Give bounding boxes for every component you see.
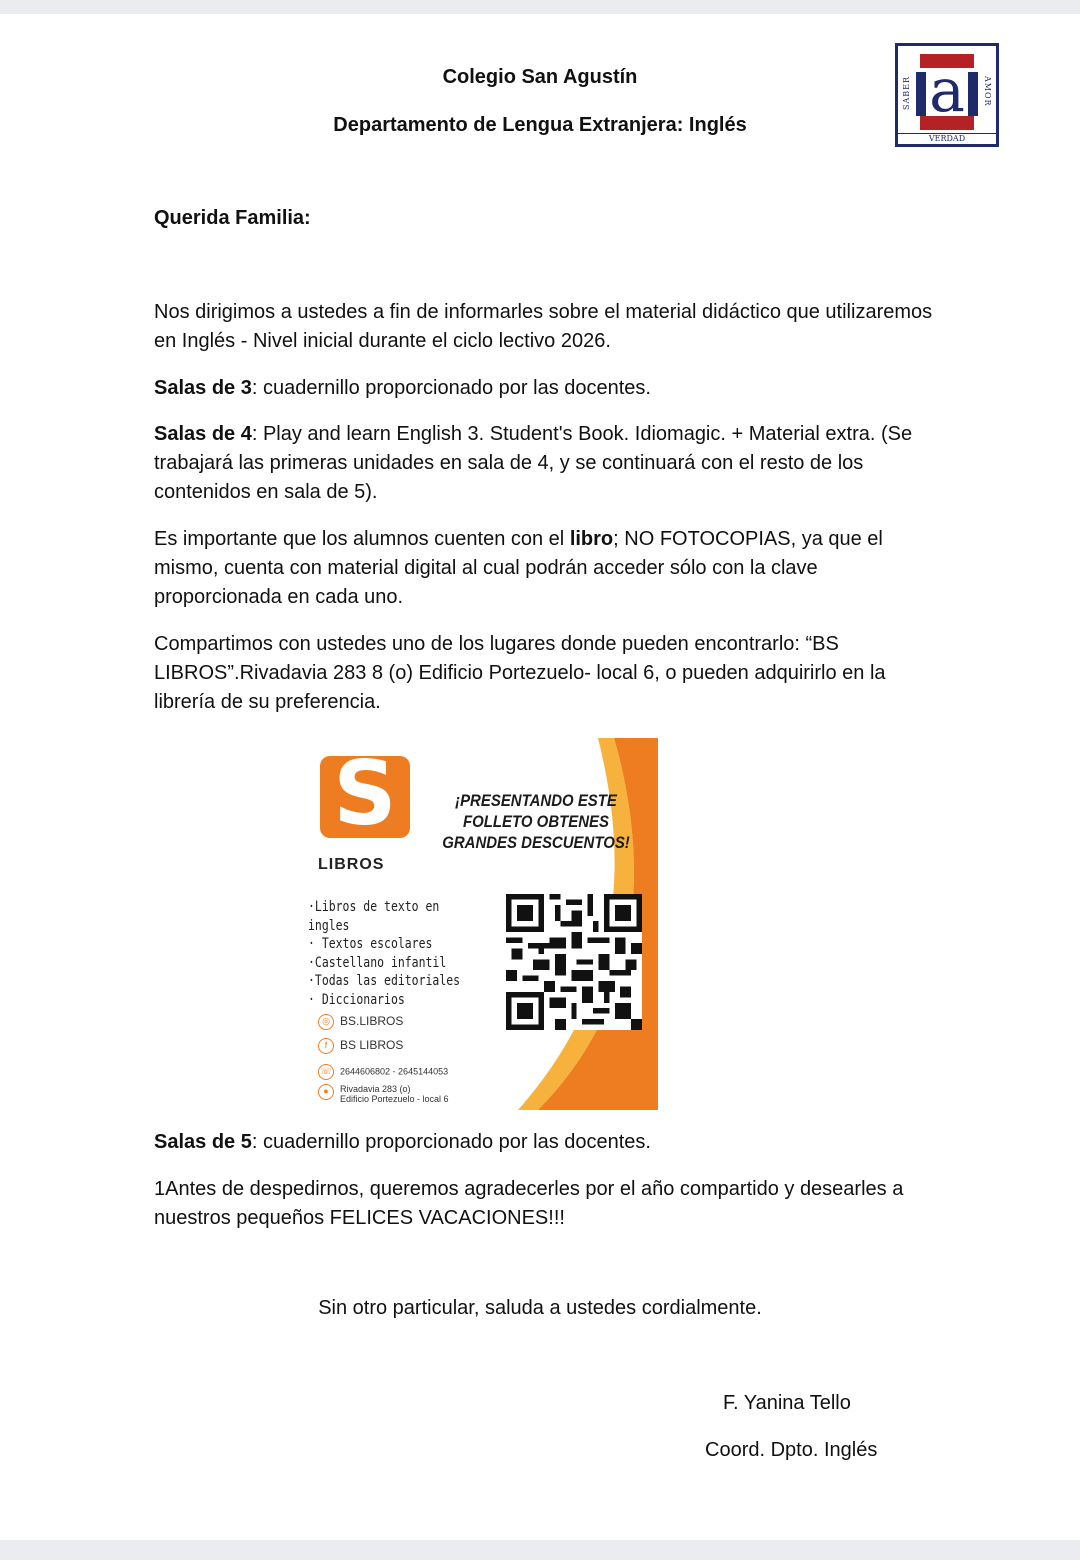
whatsapp-icon: ☏: [318, 1064, 334, 1080]
logo-word-saber: SABER: [902, 76, 911, 110]
school-name: Colegio San Agustín: [442, 66, 638, 88]
instagram-icon: ◎: [318, 1014, 334, 1030]
flyer-facebook: [318, 1038, 508, 1054]
sala-3-text: : cuadernillo proporcionado por las docentes.: [251, 377, 651, 399]
department-name: Departamento de Lengua Extranjera: Inglés: [333, 114, 747, 136]
address-line: Rivadavia 283 (o): [340, 1084, 411, 1094]
farewell-paragraph: 1Antes de despedirnos, queremos agradecerles por el año compartido y desearles a nuestros pequeños FELICES VACACIONES!!!: [154, 1178, 904, 1229]
share-paragraph: Compartimos con ustedes uno de los lugares donde pueden encontrarlo: “BS LIBROS”.Rivadavia 283 8 (o) Edificio Portezuelo- local 6, o pueden adquirirlo en la librería de su preferencia.: [154, 633, 886, 713]
intro-paragraph: Nos dirigimos a ustedes a fin de informarles sobre el material didáctico que utilizaremos en Inglés - Nivel inicial durante el ciclo lectivo 2026.: [154, 301, 933, 352]
logo-letter: a: [929, 56, 965, 126]
sala-5-text: : cuadernillo proporcionado por las docentes.: [251, 1131, 651, 1153]
flyer-instagram: [318, 1014, 508, 1030]
facebook-icon: f: [318, 1038, 334, 1054]
phone-numbers: 2644606802 - 2645144053: [340, 1066, 449, 1077]
bs-libros-flyer: [308, 738, 658, 1110]
qr-code: [506, 894, 642, 1030]
promo-line: ¡PRESENTANDO ESTE: [455, 791, 617, 810]
important-bold: libro: [569, 528, 614, 550]
sala-5-label: Salas de 5: [154, 1131, 252, 1153]
promo-line: GRANDES DESCUENTOS!: [442, 833, 630, 852]
important-paragraph: [154, 525, 944, 612]
flyer-item-list: [308, 898, 464, 1009]
closing-line: Sin otro particular, saluda a ustedes cordialmente.: [318, 1297, 762, 1319]
promo-line: FOLLETO OBTENES: [462, 812, 609, 831]
logo-word-verdad: VERDAD: [898, 133, 996, 143]
flyer-item: · Diccionarios: [308, 991, 405, 1008]
flyer-item: · Textos escolares: [308, 936, 433, 952]
logo-word-amor: AMOR: [983, 76, 992, 107]
flyer-promo: [439, 790, 633, 853]
school-logo: [895, 43, 999, 147]
document-page: [0, 14, 1080, 1540]
flyer-phones: [318, 1064, 508, 1080]
location-pin-icon: ●: [318, 1084, 334, 1100]
bs-logo-letter: S: [333, 742, 397, 845]
flyer-item: ·Libros de texto en ingles: [308, 899, 440, 934]
signature-role: Coord. Dpto. Inglés: [705, 1439, 878, 1461]
important-post: ; NO FOTOCOPIAS, ya que el mismo, cuenta con material digital al cual podrán acceder sólo con la clave proporcionada en cada uno.: [154, 528, 883, 608]
sala-3-label: Salas de 3: [154, 377, 252, 399]
address-line: Edificio Portezuelo - local 6: [340, 1094, 449, 1104]
sala-4-paragraph: [154, 420, 944, 507]
flyer-address: [318, 1084, 508, 1104]
sala-5-paragraph: [154, 1128, 944, 1157]
instagram-handle: BS.LIBROS: [340, 1014, 404, 1029]
facebook-handle: BS LIBROS: [340, 1038, 404, 1053]
sala-3-paragraph: [154, 374, 944, 403]
sala-4-text: : Play and learn English 3. Student's Book. Idiomagic. + Material extra. (Se trabajará las primeras unidades en sala de 4, y se continuará con el resto de los contenidos en sala de 5).: [154, 423, 913, 503]
signature-name: F. Yanina Tello: [723, 1392, 851, 1414]
flyer-item: ·Castellano infantil: [308, 954, 447, 971]
flyer-item: ·Todas las editoriales: [308, 973, 461, 989]
greeting: Querida Familia:: [154, 207, 311, 229]
important-pre: Es importante que los alumnos cuenten con el: [154, 528, 570, 550]
bs-logo-word: LIBROS: [318, 856, 385, 873]
sala-4-label: Salas de 4: [154, 423, 252, 445]
